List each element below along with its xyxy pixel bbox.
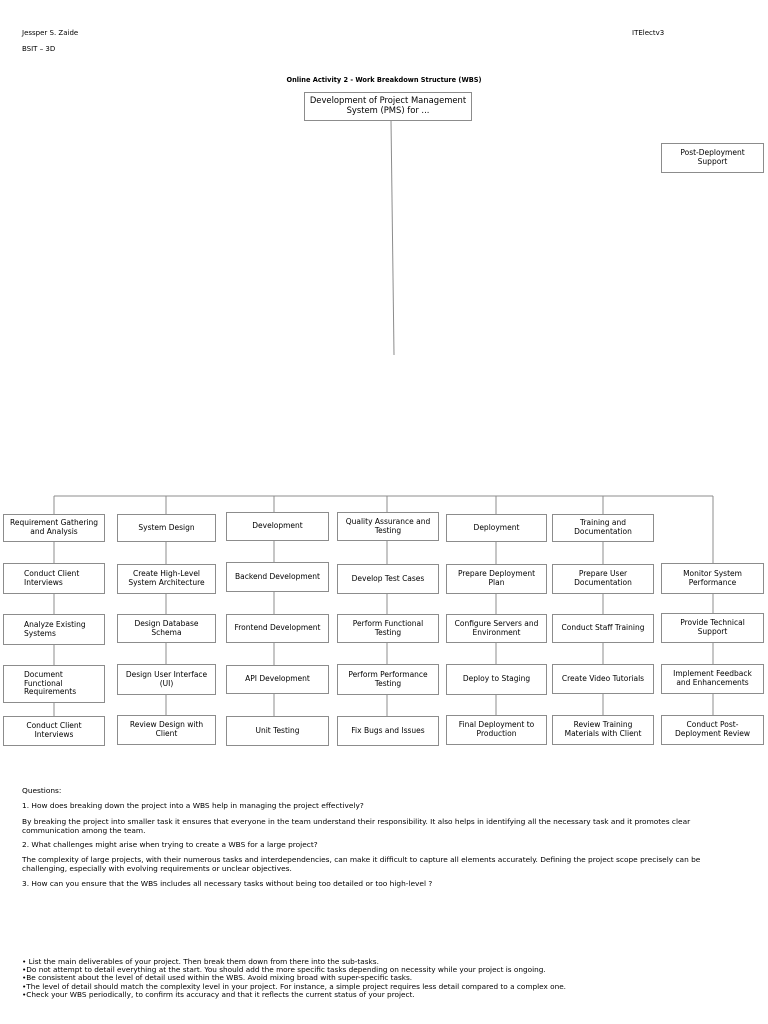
guideline-notes xyxy=(22,958,742,999)
note-item: •The level of detail should match the complexity level in your project. For instance, a simple project requires less detail compared to a complex one. xyxy=(22,981,566,991)
task-box: Implement Feedback and Enhancements xyxy=(661,664,764,694)
question-1: 1. How does breaking down the project into a WBS help in managing the project effectively? xyxy=(22,801,364,810)
phase-post-deployment-support: Post-Deployment Support xyxy=(661,143,764,173)
task-box: Conduct Client Interviews xyxy=(3,563,105,594)
note-item: •Check your WBS periodically, to confirm its accuracy and that it reflects the current status of your project. xyxy=(22,989,415,999)
note-item: •Be consistent about the level of detail used within the WBS. Avoid mixing broad with super-specific tasks. xyxy=(22,973,413,983)
phase-requirement-gathering: Requirement Gathering and Analysis xyxy=(3,514,105,542)
task-box: Provide Technical Support xyxy=(661,613,764,643)
phase-deployment: Deployment xyxy=(446,514,547,542)
task-box: Deploy to Staging xyxy=(446,664,547,695)
phase-quality-assurance: Quality Assurance and Testing xyxy=(337,512,439,541)
answer-2: The complexity of large projects, with their numerous tasks and interdependencies, can make it difficult to capture all elements accurately. Defining the project scope precisely can be challenging, especially with evolving requirements or unclear objectives. xyxy=(22,855,701,873)
task-box: API Development xyxy=(226,665,329,694)
task-box: Document Functional Requirements xyxy=(3,665,105,703)
task-box: Conduct Staff Training xyxy=(552,614,654,643)
task-box: Review Training Materials with Client xyxy=(552,715,654,745)
task-box: Create Video Tutorials xyxy=(552,664,654,694)
task-box: Develop Test Cases xyxy=(337,564,439,594)
task-box: Conduct Client Interviews xyxy=(3,716,105,746)
wbs-root-node: Development of Project Management System (PMS) for ... xyxy=(304,92,472,121)
answer-1: By breaking the project into smaller task it ensures that everyone in the team understand their responsibility. It also helps in identifying all the necessary task and it promotes clear communication among the team. xyxy=(22,817,691,835)
task-box: Monitor System Performance xyxy=(661,563,764,594)
task-box: Analyze Existing Systems xyxy=(3,614,105,645)
phase-training-documentation: Training and Documentation xyxy=(552,514,654,542)
task-box: Design Database Schema xyxy=(117,614,216,643)
page-title: Online Activity 2 - Work Breakdown Structure (WBS) xyxy=(286,76,482,84)
student-name: Jessper S. Zaide xyxy=(22,29,79,37)
task-box: Review Design with Client xyxy=(117,715,216,745)
task-box: Prepare User Documentation xyxy=(552,564,654,594)
questions-heading: Questions: xyxy=(22,786,62,795)
task-box: Perform Performance Testing xyxy=(337,664,439,695)
task-box: Unit Testing xyxy=(226,716,329,746)
question-2: 2. What challenges might arise when trying to create a WBS for a large project? xyxy=(22,840,318,849)
task-box: Final Deployment to Production xyxy=(446,715,547,745)
task-box: Frontend Development xyxy=(226,614,329,643)
task-box: Conduct Post-Deployment Review xyxy=(661,715,764,745)
note-item: • List the main deliverables of your project. Then break them down from there into the sub-tasks. xyxy=(22,957,379,966)
task-box: Configure Servers and Environment xyxy=(446,614,547,643)
task-box: Create High-Level System Architecture xyxy=(117,564,216,594)
question-3: 3. How can you ensure that the WBS includes all necessary tasks without being too detailed or too high-level ? xyxy=(22,879,433,888)
course-code: ITElectv3 xyxy=(632,29,665,37)
task-box: Prepare Deployment Plan xyxy=(446,564,547,594)
phase-system-design: System Design xyxy=(117,514,216,542)
note-item: •Do not attempt to detail everything at the start. You should add the more specific tasks depending on necessity while your project is ongoing. xyxy=(22,965,546,975)
task-box: Perform Functional Testing xyxy=(337,614,439,643)
task-box: Fix Bugs and Issues xyxy=(337,716,439,746)
task-box: Design User Interface (UI) xyxy=(117,664,216,695)
student-section: BSIT – 3D xyxy=(22,45,56,53)
phase-development: Development xyxy=(226,512,329,541)
task-box: Backend Development xyxy=(226,562,329,592)
